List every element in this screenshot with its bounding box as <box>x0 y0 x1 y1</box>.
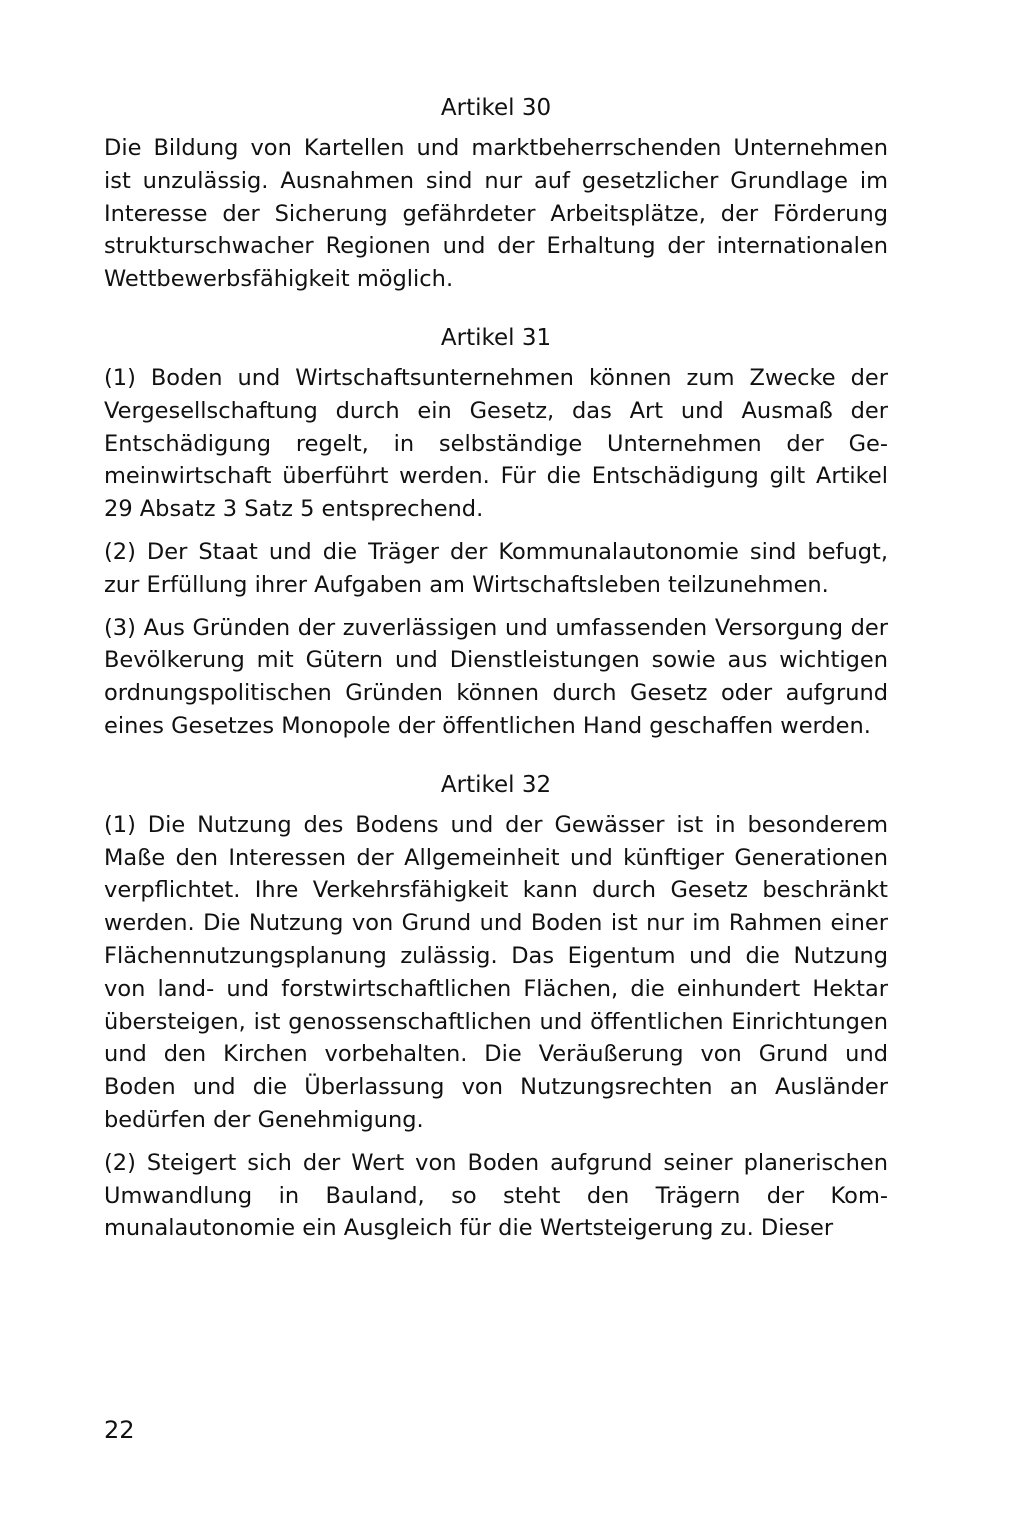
article-30 <box>104 92 888 296</box>
article-title: Artikel 31 <box>440 324 552 351</box>
document-page <box>104 92 888 1271</box>
article-title: Artikel 32 <box>440 771 552 798</box>
page-number: 22 <box>104 1416 135 1444</box>
article-paragraph: (2) Steigert sich der Wert von Boden aufgrund seiner planerischen Umwandlung in Bauland, so steht den Trägern der Kommunalautonomie ein Ausgleich für die Wertsteigerung zu. Dieser <box>104 1149 888 1242</box>
article-paragraph: (1) Die Nutzung des Bodens und der Gewässer ist in besonderem Maße den Interessen der Allgemeinheit und künftiger Generationen verpflichtet. Ihre Verkehrsfähigkeit kann durch Gesetz beschränkt werden. Die Nutzung von Grund und Boden ist nur im Rahmen einer Flächennutzungsplanung zulässig. Das Eigentum und die Nutzung von land- und forstwirtschaftlichen Flächen, die einhundert Hektar übersteigen, ist genossenschaftlichen und öffentlichen Einrichtungen und den Kirchen vorbehalten. Die Veräußerung von Grund und Boden und die Überlassung von Nutzungsrechten an Ausländer bedürfen der Genehmigung. <box>104 811 888 1133</box>
article-title: Artikel 30 <box>440 95 552 121</box>
article-paragraph: (2) Der Staat und die Träger der Kommunalautonomie sind befugt, zur Erfüllung ihrer Aufgaben am Wirtschaftsleben teilzunehmen. <box>104 538 888 598</box>
article-31 <box>104 322 888 743</box>
article-paragraph: (3) Aus Gründen der zuverlässigen und umfassenden Versorgung der Bevölkerung mit Gütern und Dienstleistungen sowie aus wichtigen ordnungspolitischen Gründen können durch Gesetz oder aufgrund eines Gesetzes Monopole der öffentlichen Hand geschaffen werden. <box>104 614 888 739</box>
article-32 <box>104 769 888 1245</box>
article-paragraph: Die Bildung von Kartellen und marktbeherrschenden Unternehmen ist unzulässig. Ausnahmen sind nur auf gesetzlicher Grundlage im Interesse der Sicherung gefährdeter Arbeitsplätze, der Förderung strukturschwacher Regionen und der Erhaltung der internationalen Wettbewerbsfähigkeit möglich. <box>104 135 888 293</box>
article-paragraph: (1) Boden und Wirtschaftsunternehmen können zum Zwecke der Vergesellschaftung durch ein Gesetz, das Art und Ausmaß der Entschädigung regelt, in selbständige Unternehmen der Gemeinwirtschaft überführt werden. Für die Entschädigung gilt Artikel 29 Absatz 3 Satz 5 entsprechend. <box>104 364 888 523</box>
